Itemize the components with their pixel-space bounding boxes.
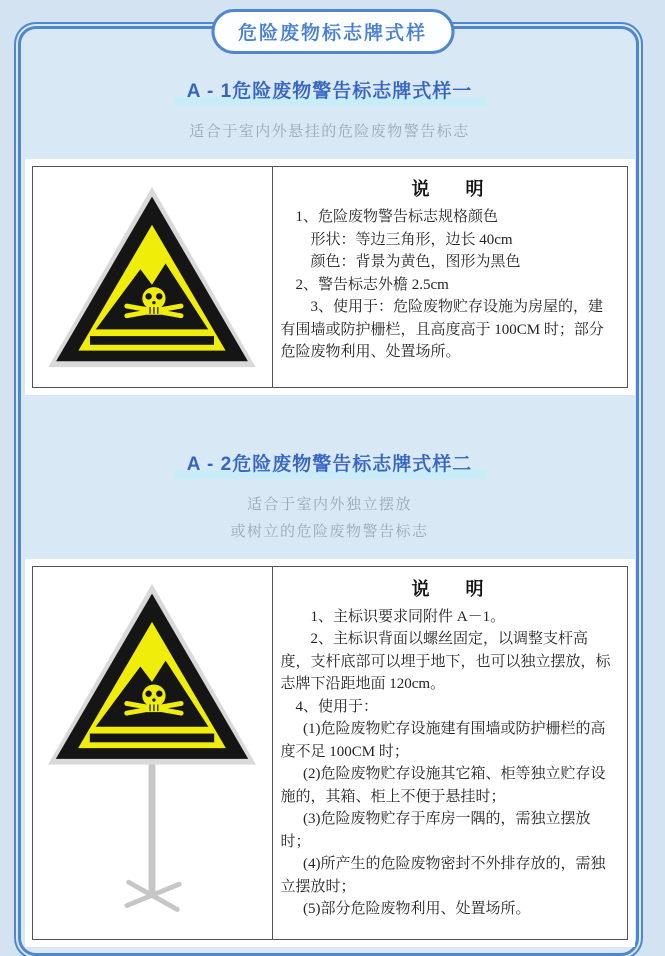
section-a1-panel: [25, 159, 635, 395]
explanation-line: 1、危险废物警告标志规格颜色: [295, 209, 499, 226]
explanation-line: (3)危险废物贮存于库房一隅的，需独立摆放时；: [280, 811, 591, 850]
sign-post: [149, 763, 156, 893]
explanation-line: 2、警告标志外檐 2.5cm: [295, 276, 449, 293]
section-a2-panel: [25, 559, 635, 947]
sign-bottom-bar: [90, 336, 214, 345]
hazard-warning-sign-graphic: [45, 184, 259, 370]
page-title: 危险废物标志牌式样: [237, 23, 428, 44]
explanation-line: (5)部分危险废物利用、处置场所。: [303, 901, 531, 918]
explanation-line: (4)所产生的危险废物密封不外排存放的，需独立摆放时；: [280, 856, 606, 895]
section-a2-subtitle-line1: 适合于室内外独立摆放: [246, 496, 412, 514]
section-a2-subtitle: [18, 492, 641, 545]
explanation-line: 颜色：背景为黄色，图形为黑色: [310, 254, 521, 271]
explanation-line: 4、使用于：: [295, 698, 379, 715]
section-a2-subtitle-line2: 或树立的危险废物警告标志: [230, 522, 429, 540]
sign-bottom-bar: [90, 733, 214, 742]
section-a1-sign-cell: [33, 167, 273, 387]
page-content: [18, 26, 641, 947]
explanation-line: 1、主标识要求同附件 A－1。: [310, 608, 506, 625]
explanation-line: (1)危险废物贮存设施建有围墙或防护栅栏的高度不足 100CM 时；: [280, 721, 606, 760]
explanation-title: 说 明: [411, 179, 484, 200]
section-a1-heading: [18, 76, 641, 106]
section-a1-subtitle: 适合于室内外悬挂的危险废物警告标志: [189, 123, 470, 140]
explanation-line: 3、使用于：危险废物贮存设施为房屋的，建有围墙或防护栅栏，且高度高于 100CM 时；部分危险废物利用、处置场所。: [280, 299, 604, 361]
section-a1-explanation: [273, 167, 627, 387]
hazard-warning-sign-on-post-graphic: [45, 581, 259, 925]
section-a1-heading-text: A - 1危险废物警告标志牌式样一: [173, 76, 486, 106]
explanation-line: 2、主标识背面以螺丝固定，以调整支杆高度，支杆底部可以埋于地下，也可以独立摆放，标志牌下沿距地面 120cm。: [280, 631, 611, 693]
section-a2-sign-cell: [33, 567, 273, 939]
page-title-badge: [211, 9, 454, 54]
section-a2-heading-text: A - 2危险废物警告标志牌式样二: [173, 449, 486, 479]
explanation-title: 说 明: [411, 578, 484, 599]
section-a1-panel-frame: [32, 166, 628, 388]
section-a2-heading: [18, 449, 641, 479]
explanation-line: 形状：等边三角形，边长 40cm: [310, 231, 513, 248]
explanation-line: (2)危险废物贮存设施其它箱、柜等独立贮存设施的，其箱、柜上不便于悬挂时；: [280, 766, 606, 805]
section-a2-explanation: [273, 567, 627, 939]
section-a2-panel-frame: [32, 566, 628, 940]
